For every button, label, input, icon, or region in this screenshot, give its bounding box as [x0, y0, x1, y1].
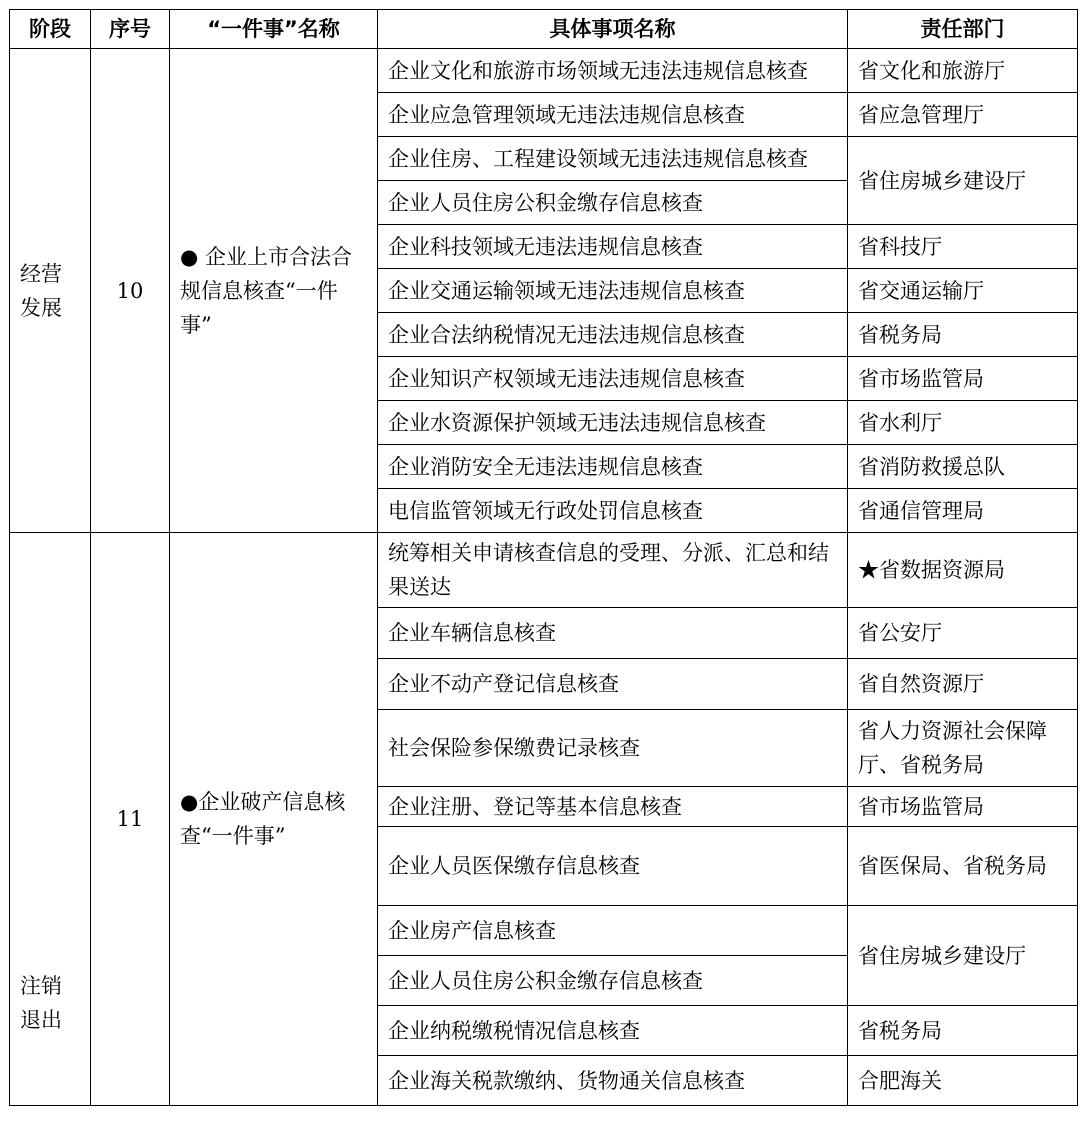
table-header-row: [10, 10, 1078, 49]
dept-cell: 省文化和旅游厅: [848, 49, 1078, 93]
dept-cell: 省住房城乡建设厅: [848, 137, 1078, 225]
dept-cell: ★省数据资源局: [848, 533, 1078, 608]
stage-text: 发展: [20, 295, 62, 320]
item-cell: 企业不动产登记信息核查: [378, 659, 848, 710]
stage-text: 注销: [20, 974, 62, 998]
item-cell: 统筹相关申请核查信息的受理、分派、汇总和结果送达: [378, 533, 848, 608]
seq-cell: 10: [91, 49, 170, 533]
dept-cell: 省税务局: [848, 1006, 1078, 1056]
item-cell: 企业科技领域无违法违规信息核查: [378, 225, 848, 269]
dept-cell: 省交通运输厅: [848, 269, 1078, 313]
item-cell: 企业房产信息核查: [378, 906, 848, 956]
stage-cell: [10, 49, 91, 533]
dept-cell: 省住房城乡建设厅: [848, 906, 1078, 1006]
dept-cell: 省应急管理厅: [848, 93, 1078, 137]
header-item: 具体事项名称: [378, 10, 848, 49]
dept-cell: 省水利厅: [848, 401, 1078, 445]
stage-text: 经营: [20, 261, 62, 286]
item-cell: 企业纳税缴税情况信息核查: [378, 1006, 848, 1056]
dept-cell: 省市场监管局: [848, 787, 1078, 827]
item-cell: 企业知识产权领域无违法违规信息核查: [378, 357, 848, 401]
affair-name-cell: ● 企业上市合法合规信息核查“一件事”: [170, 49, 378, 533]
item-cell: 企业水资源保护领域无违法违规信息核查: [378, 401, 848, 445]
affair-name-cell: ●企业破产信息核查“一件事”: [170, 533, 378, 1106]
seq-cell: 11: [91, 533, 170, 1106]
item-cell: 企业人员住房公积金缴存信息核查: [378, 181, 848, 225]
item-cell: 企业合法纳税情况无违法违规信息核查: [378, 313, 848, 357]
item-cell: 电信监管领域无行政处罚信息核查: [378, 489, 848, 533]
item-cell: 企业海关税款缴纳、货物通关信息核查: [378, 1056, 848, 1106]
item-cell: 企业人员医保缴存信息核查: [378, 827, 848, 906]
dept-cell: 合肥海关: [848, 1056, 1078, 1106]
table-row: [10, 49, 1078, 93]
item-cell: 企业应急管理领域无违法违规信息核查: [378, 93, 848, 137]
dept-cell: 省人力资源社会保障厅、省税务局: [848, 710, 1078, 787]
dept-cell: 省市场监管局: [848, 357, 1078, 401]
stage-text: 退出: [20, 1008, 62, 1032]
header-dept: 责任部门: [848, 10, 1078, 49]
dept-cell: 省消防救援总队: [848, 445, 1078, 489]
header-stage: 阶段: [10, 10, 91, 49]
dept-cell: 省科技厅: [848, 225, 1078, 269]
item-cell: 企业消防安全无违法违规信息核查: [378, 445, 848, 489]
item-cell: 企业文化和旅游市场领域无违法违规信息核查: [378, 49, 848, 93]
item-cell: 企业车辆信息核查: [378, 608, 848, 659]
table-row: [10, 533, 1078, 608]
item-cell: 企业人员住房公积金缴存信息核查: [378, 956, 848, 1006]
stage-cell: [10, 533, 91, 1106]
dept-cell: 省自然资源厅: [848, 659, 1078, 710]
dept-cell: 省税务局: [848, 313, 1078, 357]
affairs-table: [9, 9, 1078, 1106]
dept-cell: 省通信管理局: [848, 489, 1078, 533]
item-cell: 企业住房、工程建设领域无违法违规信息核查: [378, 137, 848, 181]
item-cell: 企业交通运输领域无违法违规信息核查: [378, 269, 848, 313]
header-seq: 序号: [91, 10, 170, 49]
header-name: “一件事”名称: [170, 10, 378, 49]
item-cell: 企业注册、登记等基本信息核查: [378, 787, 848, 827]
dept-cell: 省医保局、省税务局: [848, 827, 1078, 906]
item-cell: 社会保险参保缴费记录核查: [378, 710, 848, 787]
dept-cell: 省公安厅: [848, 608, 1078, 659]
